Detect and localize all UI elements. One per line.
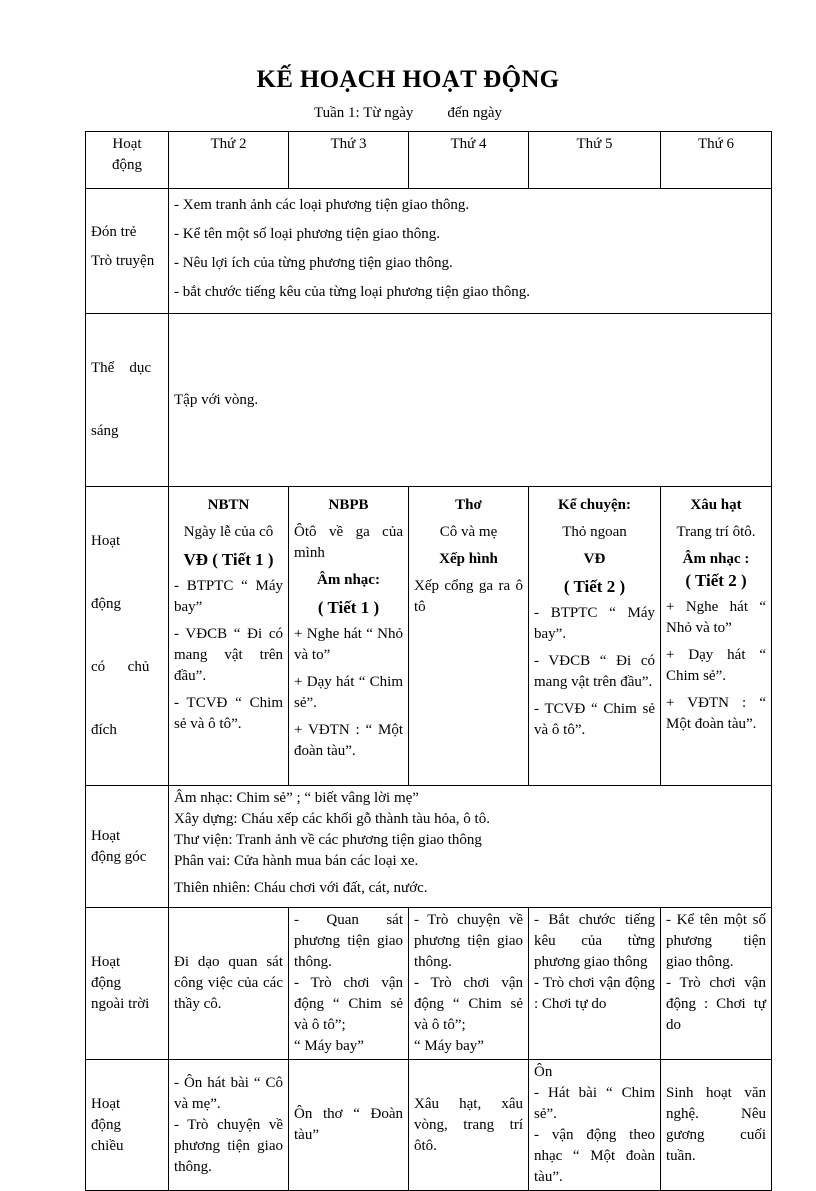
cell-friday: Xâu hạt Trang trí ôtô. Âm nhạc : ( Tiết 2 ) + Nghe hát “ Nhỏ và to” + Dạy hát “ Chim sẻ”. + VĐTN : “ Một đoàn tàu”. [661, 487, 772, 786]
row-outdoor-activity [86, 908, 772, 1060]
header-activity: Hoạt động [86, 132, 169, 189]
afternoon-wednesday: Xâu hạt, xâu vòng, trang trí ôtô. [409, 1060, 529, 1191]
week-to: đến ngày [447, 105, 502, 121]
header-day: Thứ 6 [661, 132, 772, 189]
row-label: Hoạt động góc [86, 786, 169, 908]
week-from: Tuần 1: Từ ngày [314, 105, 414, 121]
cell-monday: NBTN Ngày lễ của cô VĐ ( Tiết 1 ) - BTPTC “ Máy bay” - VĐCB “ Đi có mang vật trên đầu”. - TCVĐ “ Chim sẻ và ô tô”. [169, 487, 289, 786]
header-row [86, 132, 772, 189]
row-afternoon-activity [86, 1060, 772, 1191]
header-day: Thứ 5 [529, 132, 661, 189]
outdoor-tuesday: - Quan sát phương tiện giao thông. - Trò chơi vận động “ Chim sẻ và ô tô”; “ Máy bay” [289, 908, 409, 1060]
welcome-content: - Xem tranh ảnh các loại phương tiện giao thông. - Kể tên một số loại phương tiện giao thông. - Nêu lợi ích của từng phương tiện giao thông. - bắt chước tiếng kêu của từng loại phương tiện giao thông. [169, 189, 772, 314]
outdoor-wednesday: - Trò chuyện về phương tiện giao thông. - Trò chơi vận động “ Chim sẻ và ô tô”; “ Máy bay” [409, 908, 529, 1060]
outdoor-monday: Đi dạo quan sát công việc của các thầy cô. [169, 908, 289, 1060]
outdoor-thursday: - Bắt chước tiếng kêu của từng phương giao thông - Trò chơi vận động : Chơi tự do [529, 908, 661, 1060]
outdoor-friday: - Kể tên một số phương tiện giao thông. - Trò chơi vận động : Chơi tự do [661, 908, 772, 1060]
cell-thursday: Kể chuyện: Thỏ ngoan VĐ ( Tiết 2 ) - BTPTC “ Máy bay”. - VĐCB “ Đi có mang vật trên đầu”. - TCVĐ “ Chim sẻ và ô tô”. [529, 487, 661, 786]
row-label: Thể dục sáng [86, 314, 169, 487]
row-label: Hoạt động ngoài trời [86, 908, 169, 1060]
afternoon-friday: Sinh hoạt văn nghệ. Nêu gương cuối tuần. [661, 1060, 772, 1191]
row-welcome [86, 189, 772, 314]
row-label: Hoạt động chiều [86, 1060, 169, 1191]
header-day: Thứ 4 [409, 132, 529, 189]
cell-tuesday: NBPB Ôtô về ga của mình Âm nhạc: ( Tiết 1 ) + Nghe hát “ Nhỏ và to” + Dạy hát “ Chim sẻ”. + VĐTN : “ Một đoàn tàu”. [289, 487, 409, 786]
afternoon-monday: - Ôn hát bài “ Cô và mẹ”. - Trò chuyện về phương tiện giao thông. [169, 1060, 289, 1191]
row-label: Đón trẻ Trò truyện [86, 189, 169, 314]
afternoon-thursday: Ôn - Hát bài “ Chim sẻ”. - vận động theo nhạc “ Một đoàn tàu”. [529, 1060, 661, 1191]
cell-wednesday: Thơ Cô và mẹ Xếp hình Xếp cổng ga ra ô tô [409, 487, 529, 786]
row-focused-activity [86, 487, 772, 786]
afternoon-tuesday: Ôn thơ “ Đoàn tàu” [289, 1060, 409, 1191]
corner-content: Âm nhạc: Chim sẻ” ; “ biết vâng lời mẹ” Xây dựng: Cháu xếp các khối gỗ thành tàu hỏa, ô tô. Thư viện: Tranh ảnh về các phương tiện giao thông Phân vai: Cửa hành mua bán các loại xe. Thiên nhiên: Cháu chơi với đất, cát, nước. [169, 786, 772, 908]
activity-plan-table [85, 131, 772, 1191]
header-day: Thứ 3 [289, 132, 409, 189]
row-morning-exercise [86, 314, 772, 487]
row-corner-activity [86, 786, 772, 908]
header-day: Thứ 2 [169, 132, 289, 189]
exercise-content: Tập với vòng. [169, 314, 772, 487]
row-label: Hoạt động có chủ đích [86, 487, 169, 786]
page-title: KẾ HOẠCH HOẠT ĐỘNG [256, 66, 560, 93]
week-line [0, 105, 816, 122]
